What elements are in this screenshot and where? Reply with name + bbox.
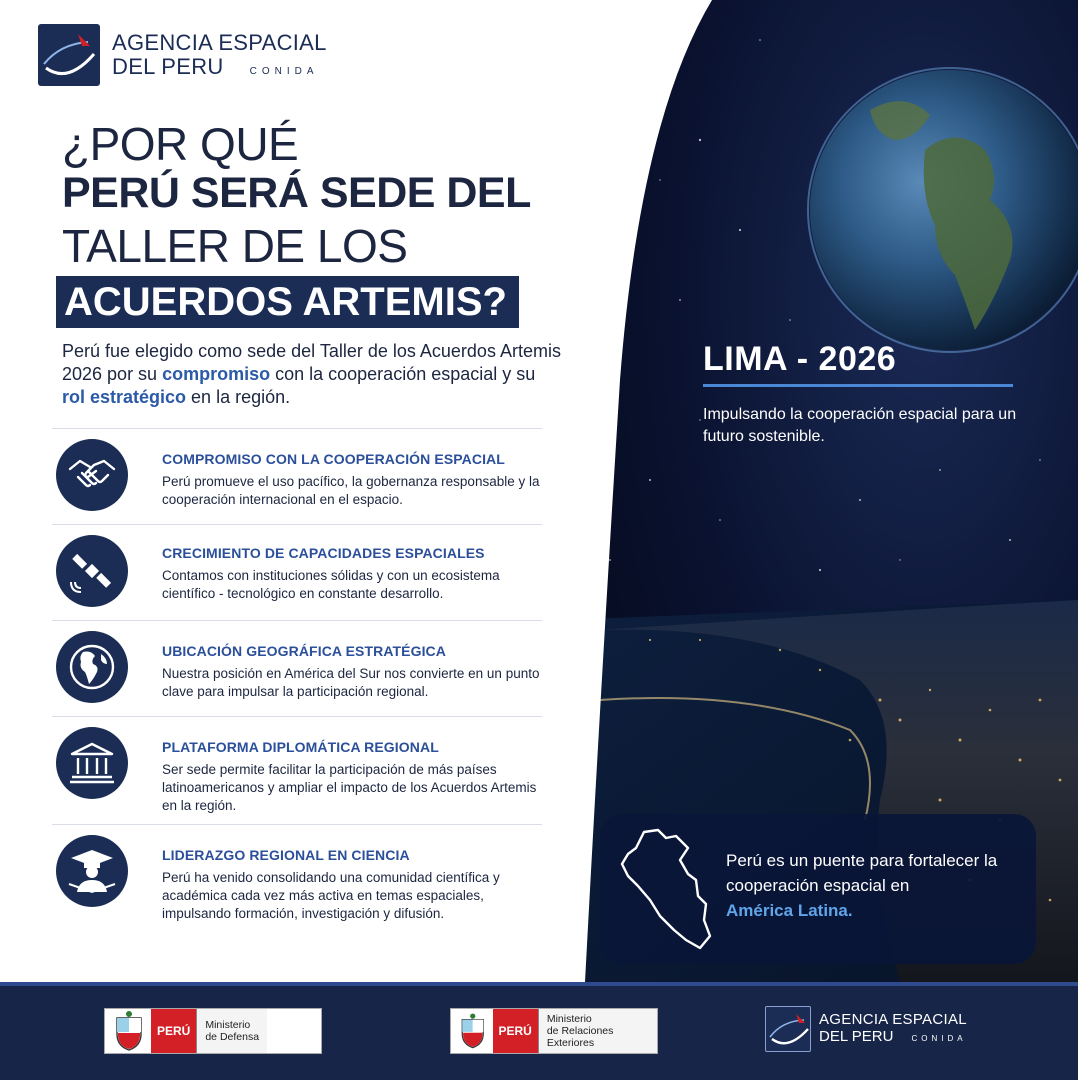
graduation-cap-icon — [56, 835, 128, 907]
feature-item — [52, 824, 542, 932]
headline-line2: PERÚ SERÁ SEDE DEL — [62, 169, 531, 217]
peru-coat-of-arms-icon — [457, 1010, 489, 1052]
lima-subtitle: Impulsando la cooperación espacial para un futuro sostenible. — [703, 406, 1017, 445]
conida-emblem-icon — [38, 24, 100, 86]
footer-conida-logo — [765, 1006, 967, 1052]
feature-title: PLATAFORMA DIPLOMÁTICA REGIONAL — [162, 739, 439, 755]
feature-item — [52, 524, 542, 620]
intro-bold-rol: rol estratégico — [62, 387, 187, 407]
feature-description: Contamos con instituciones sólidas y con un ecosistema científico - tecnológico en constante desarrollo. — [162, 568, 500, 601]
handshake-icon — [56, 439, 128, 511]
feature-title: CRECIMIENTO DE CAPACIDADES ESPACIALES — [162, 545, 485, 561]
lima-divider — [703, 384, 1013, 387]
footer-divider — [0, 982, 1078, 986]
feature-title: LIDERAZGO REGIONAL EN CIENCIA — [162, 847, 410, 863]
feature-description: Ser sede permite facilitar la participación de más países latinoamericanos y ampliar el impacto de los Acuerdos Artemis en la región. — [162, 762, 537, 813]
logo-title-line2: DEL PERU CONIDA — [112, 54, 319, 79]
intro-paragraph: Perú fue elegido como sede del Taller de los Acuerdos Artemis 2026 por su compromiso con la cooperación espacial y su rol estratégico en la región. — [62, 341, 561, 407]
peru-map-icon — [614, 824, 714, 954]
bridge-highlight: América Latina. — [726, 901, 853, 920]
peru-label: PERÚ — [493, 1009, 538, 1053]
bridge-text: Perú es un puente para fortalecer la cooperación espacial en América Latina. — [726, 851, 998, 920]
footer-logo-line2: DEL PERU CONIDA — [819, 1028, 967, 1045]
globe-icon — [56, 631, 128, 703]
feature-title: UBICACIÓN GEOGRÁFICA ESTRATÉGICA — [162, 643, 446, 659]
feature-item — [52, 428, 542, 524]
headline-line3: TALLER DE LOS — [62, 220, 408, 272]
feature-description: Perú promueve el uso pacífico, la gobernanza responsable y la cooperación internacional en el espacio. — [162, 474, 540, 507]
feature-item — [52, 716, 542, 824]
footer-logo-conida: CONIDA — [911, 1034, 967, 1043]
headline-line1: ¿POR QUÉ — [62, 118, 299, 170]
feature-description: Perú ha venido consolidando una comunidad científica y académica cada vez más activa en temas espaciales, impulsando formación, investigación y difusión. — [162, 870, 500, 921]
feature-description: Nuestra posición en América del Sur nos convierte en un punto clave para impulsar la participación regional. — [162, 666, 540, 699]
feature-list — [52, 428, 542, 932]
conida-logo — [38, 24, 327, 86]
satellite-icon — [56, 535, 128, 607]
peru-label: PERÚ — [151, 1009, 196, 1053]
peru-coat-of-arms-icon — [111, 1010, 147, 1052]
intro-bold-compromiso: compromiso — [162, 364, 271, 384]
footer-logo-line1: AGENCIA ESPACIAL — [819, 1011, 967, 1028]
ministerio-defensa-logo — [104, 1008, 322, 1054]
main-headline — [62, 120, 531, 328]
ministry-name: Ministerio de Relaciones Exteriores — [538, 1009, 657, 1053]
bridge-card — [600, 814, 1036, 964]
lima-title: LIMA - 2026 — [703, 340, 897, 378]
feature-title: COMPROMISO CON LA COOPERACIÓN ESPACIAL — [162, 451, 505, 467]
headline-line4: ACUERDOS ARTEMIS? — [56, 276, 519, 328]
logo-conida: CONIDA — [249, 66, 319, 77]
institution-building-icon — [56, 727, 128, 799]
conida-emblem-icon — [765, 1006, 811, 1052]
logo-title-line1: AGENCIA ESPACIAL — [112, 30, 327, 55]
ministry-name: Ministerio de Defensa — [196, 1009, 267, 1053]
feature-item — [52, 620, 542, 716]
ministerio-relaciones-exteriores-logo — [450, 1008, 658, 1054]
